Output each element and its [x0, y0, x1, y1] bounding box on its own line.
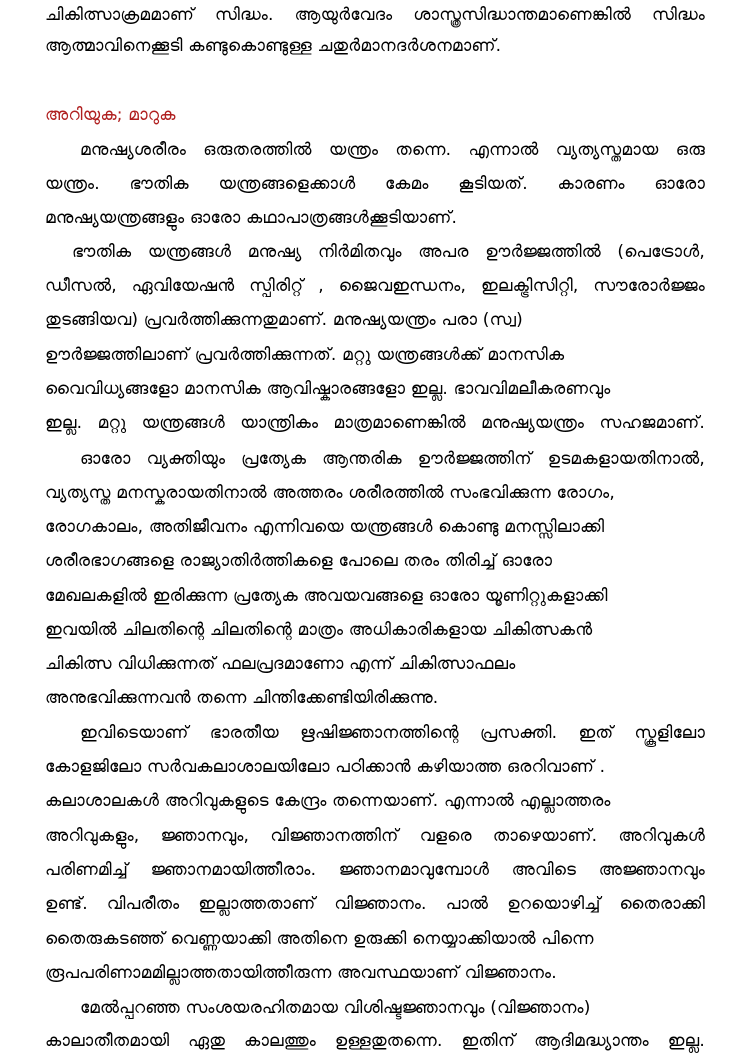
- text-line: ഇല്ല. മറ്റു യന്ത്രങ്ങൾ യാന്ത്രികം മാത്രമാണെങ്കിൽ മനുഷ്യയന്ത്രം സഹജമാണ്.: [45, 413, 705, 433]
- text-line: ഇവയിൽ ചിലതിന്റെ ചിലതിന്റെ മാത്രം അധികാരികളായ ചികിത്സകൻ: [45, 620, 593, 640]
- text-line: രൂപപരിണാമമില്ലാത്തതായിത്തീരുന്ന അവസ്ഥയാണ് വിജ്ഞാനം.: [45, 963, 557, 983]
- text-line: മേൽപ്പറഞ്ഞ സംശയരഹിതമായ വിശിഷ്ടജ്ഞാനവും (വിജ്ഞാനം): [80, 998, 591, 1018]
- text-line: മനുഷ്യശരീരം ഒരുതരത്തിൽ യന്ത്രം തന്നെ. എന്നാൽ വ്യത്യസ്തമായ ഒരു: [80, 140, 705, 160]
- text-line: ശരീരഭാഗങ്ങളെ രാജ്യാതിർത്തികളെ പോലെ തരം തിരിച്ച് ഓരോ: [45, 551, 553, 571]
- text-line: മനുഷ്യയന്ത്രങ്ങളും ഓരോ കഥാപാത്രങ്ങൾക്കൂടിയാണ്.: [45, 208, 458, 228]
- text-line: ചികിത്സാക്രമമാണ് സിദ്ധം. ആയുർവേദം ശാസ്ത്രസിദ്ധാന്തമാണെങ്കിൽ സിദ്ധം: [45, 5, 705, 25]
- text-line: പരിണമിച്ച് ജ്ഞാനമായിത്തീരാം. ജ്ഞാനമാവുമ്പോൾ അവിടെ അജ്ഞാനവും: [45, 860, 705, 880]
- text-line: വൈവിധ്യങ്ങളോ മാനസിക ആവിഷ്കാരങ്ങളോ ഇല്ല. ഭാവവിമലീകരണവും: [45, 379, 611, 399]
- text-line: ഉണ്ട്. വിപരീതം ഇല്ലാത്തതാണ് വിജ്ഞാനം. പാൽ ഉറയൊഴിച്ച് തൈരാക്കി: [45, 894, 705, 914]
- section-heading: അറിയുക; മാറുക: [45, 105, 176, 125]
- text-line: ഡീസൽ, ഏവിയേഷൻ സ്പിരിറ്റ് , ജൈവഇന്ധനം, ഇലക്ട്രിസിറ്റി, സൗരോർജ്ജം: [45, 276, 705, 296]
- text-line: അറിവുകളും, ജ്ഞാനവും, വിജ്ഞാനത്തിന് വളരെ താഴെയാണ്. അറിവുകൾ: [45, 826, 705, 846]
- text-line: കോളജിലോ സർവകലാശാലയിലോ പഠിക്കാൻ കഴിയാത്ത ഒരറിവാണ് .: [45, 757, 606, 777]
- text-line: ചികിത്സ വിധിക്കുന്നത് ഫലപ്രദമാണോ എന്ന് ചികിത്സാഫലം: [45, 654, 516, 674]
- text-line: തൈരുകടഞ്ഞ് വെണ്ണയാക്കി അതിനെ ഉരുക്കി നെയ്യാക്കിയാൽ പിന്നെ: [45, 929, 594, 949]
- text-line: വ്യത്യസ്ത മനസ്കരായതിനാൽ അത്തരം ശരീരത്തിൽ സംഭവിക്കുന്ന രോഗം,: [45, 483, 615, 503]
- text-line: ഇവിടെയാണ് ഭാരതീയ ഋഷിജ്ഞാനത്തിന്റെ പ്രസക്തി. ഇത് സ്കൂളിലോ: [80, 723, 705, 743]
- text-line: ഭൗതിക യന്ത്രങ്ങൾ മനുഷ്യ നിർമിതവും അപര ഊർജ്ജത്തിൽ (പെട്രോൾ,: [72, 242, 705, 262]
- text-line: ഓരോ വ്യക്തിയും പ്രത്യേക ആന്തരിക ഊർജ്ജത്തിന് ഉടമകളായതിനാൽ,: [80, 449, 705, 469]
- text-line: രോഗകാലം, അതിജീവനം എന്നിവയെ യന്ത്രങ്ങൾ കൊണ്ടു മനസ്സിലാക്കി: [45, 517, 605, 537]
- text-line: കലാശാലകൾ അറിവുകളുടെ കേന്ദ്രം തന്നെയാണ്. എന്നാൽ എല്ലാത്തരം: [45, 791, 611, 811]
- text-line: തുടങ്ങിയവ) പ്രവർത്തിക്കുന്നതുമാണ്. മനുഷ്യയന്ത്രം പരാ (സ്വ): [45, 310, 523, 330]
- text-line: ഊർജ്ജത്തിലാണ് പ്രവർത്തിക്കുന്നത്. മറ്റു യന്ത്രങ്ങൾക്ക് മാനസിക: [45, 345, 565, 365]
- text-line: അനുഭവിക്കുന്നവൻ തന്നെ ചിന്തിക്കേണ്ടിയിരിക്കുന്നു.: [45, 688, 439, 708]
- text-line: ആത്മാവിനെക്കൂടി കണ്ടുകൊണ്ടുള്ള ചതുർമാനദർശനമാണ്.: [45, 36, 502, 56]
- text-line: മേഖലകളിൽ ഇരിക്കുന്ന പ്രത്യേക അവയവങ്ങളെ ഓരോ യൂണിറ്റുകളാക്കി: [45, 586, 608, 606]
- text-line: കാലാതീതമായി ഏതു കാലത്തും ഉള്ളതുതന്നെ. ഇതിന് ആദിമദ്ധ്യാന്തം ഇല്ല.: [45, 1031, 705, 1051]
- text-line: യന്ത്രം. ഭൗതിക യന്ത്രങ്ങളെക്കാൾ കേമം കൂടിയത്. കാരണം ഓരോ: [45, 174, 705, 194]
